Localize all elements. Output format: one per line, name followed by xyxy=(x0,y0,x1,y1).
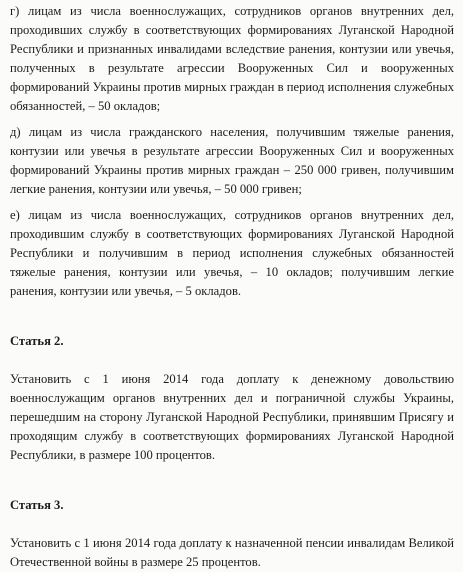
paragraph-g: г) лицам из числа военнослужащих, сотрудников органов внутренних дел, проходивших службу в соответствующих формированиях Луганской Народной Республики и признанных инвалидами вследствие ранения, контузии или увечья, полученных в результате агрессии Вооруженных Сил и вооруженных формирований Украины против мирных граждан в период исполнения служебных обязанностей, – 50 окладов; xyxy=(10,4,454,113)
article-2-heading: Статья 2. xyxy=(10,334,64,348)
paragraph-d: д) лицам из числа гражданского населения, получившим тяжелые ранения, контузии или увечья в результате агрессии Вооруженных Сил и вооруженных формирований Украины против мирных граждан – 250 000 гривен, получившим легкие ранения, контузии или увечья, – 50 000 гривен; xyxy=(10,125,454,196)
article-3-heading: Статья 3. xyxy=(10,498,64,512)
article-3-text: Установить с 1 июня 2014 года доплату к назначенной пенсии инвалидам Великой Отечественной войны в размере 25 процентов. xyxy=(10,536,454,569)
paragraph-e: е) лицам из числа военнослужащих, сотрудников органов внутренних дел, проходившим службу в соответствующих формированиях Луганской Народной Республики и получившим в период исполнения служебных обязанностей тяжелые ранения, контузии или увечья, – 10 окладов; получившим легкие ранения, контузии или увечья, – 5 окладов. xyxy=(10,208,454,298)
article-2-text: Установить с 1 июня 2014 года доплату к денежному довольствию военнослужащим органов внутренних дел и пограничной службы Украины, перешедшим на сторону Луганской Народной Республики, принявшим Присягу и проходящим службу в соответствующих формированиях Луганской Народной Республики, в размере 100 процентов. xyxy=(10,372,454,462)
